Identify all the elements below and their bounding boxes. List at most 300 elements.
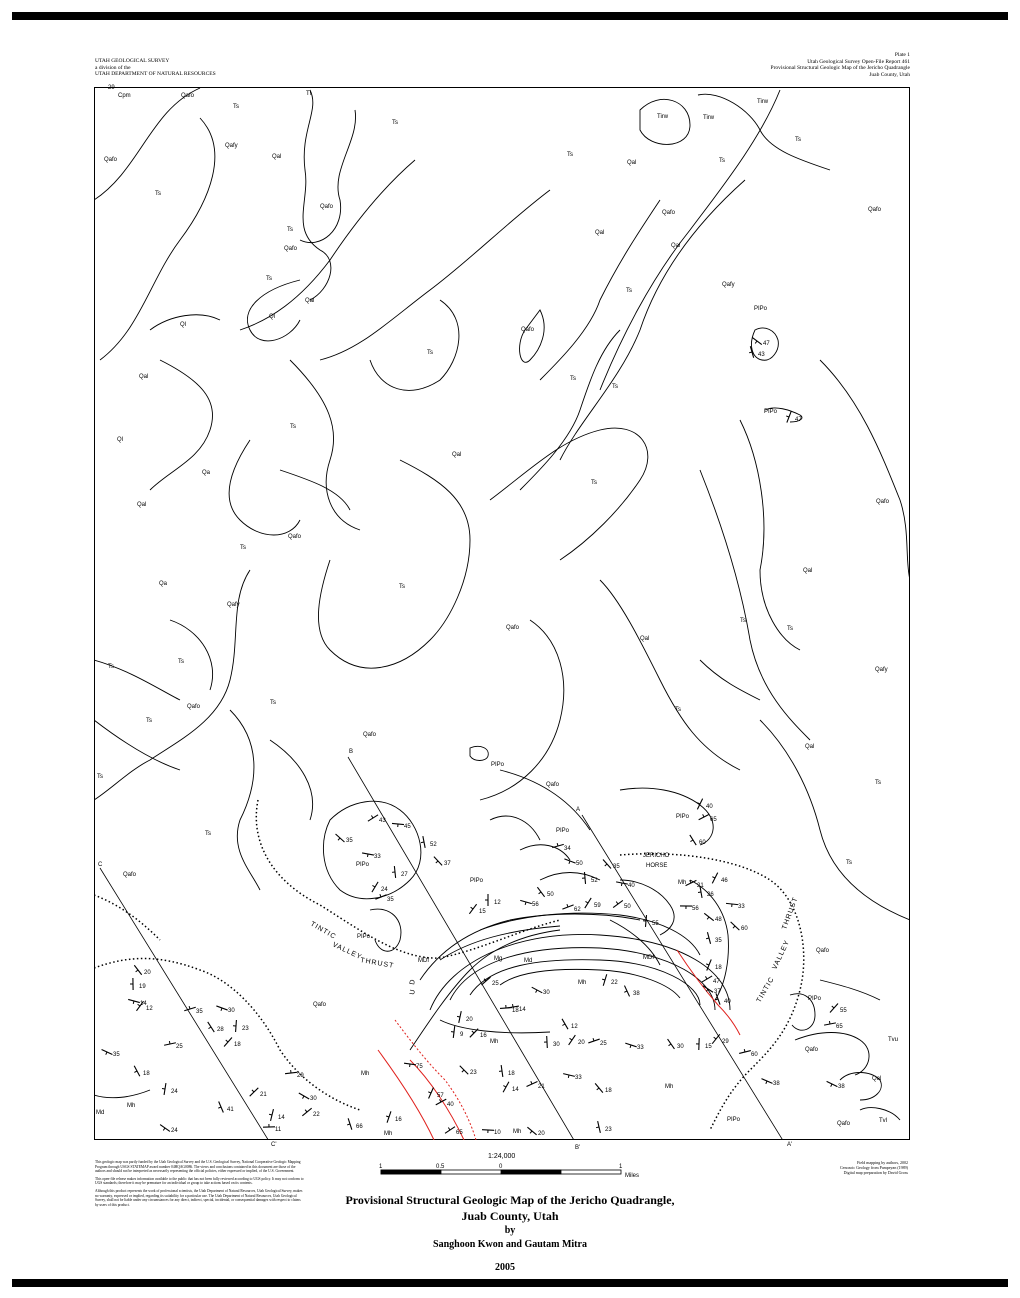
- strike-dip-symbol: [347, 1118, 352, 1129]
- dip-value: 46: [721, 878, 728, 884]
- dip-value: 29: [297, 1073, 304, 1079]
- map-unit-label: Ts: [178, 659, 184, 665]
- strike-dip-symbol: [702, 976, 712, 982]
- map-unit-label: Qafo: [546, 782, 560, 788]
- strike-dip-symbol: [544, 1036, 547, 1048]
- map-unit-label: C': [271, 1142, 277, 1148]
- dip-value: 50: [576, 861, 583, 867]
- dip-value: 20: [578, 1040, 585, 1046]
- map-unit-label: Qal: [803, 568, 813, 574]
- dip-value: 10: [494, 1130, 501, 1136]
- strike-dip-symbol: [302, 1108, 311, 1116]
- strike-dip-symbol: [696, 1038, 699, 1050]
- dip-value: 30: [677, 1044, 684, 1050]
- dip-values: [108, 85, 847, 1137]
- map-unit-label: PIPo: [727, 1117, 741, 1123]
- dome-structure: [410, 845, 730, 1050]
- dip-value: 41: [227, 1107, 234, 1113]
- map-unit-label: Mh: [665, 1084, 674, 1090]
- dip-value: 15: [705, 1044, 712, 1050]
- strike-dip-symbol: [362, 853, 374, 857]
- map-unit-label: PIPo: [491, 762, 505, 768]
- map-unit-label: Mg: [494, 956, 503, 962]
- strike-dip-symbol: [451, 1026, 455, 1038]
- map-unit-label: Mh: [127, 1103, 136, 1109]
- dip-value: 14: [140, 1001, 147, 1007]
- map-unit-label: Ts: [427, 350, 433, 356]
- map-unit-label: Qal: [137, 502, 147, 508]
- map-unit-label: Ts: [240, 545, 246, 551]
- dip-value: 57: [437, 1093, 444, 1099]
- strike-dip-symbol: [375, 894, 386, 899]
- strike-dip-symbol: [285, 1070, 297, 1074]
- strike-dip-symbol: [336, 834, 345, 842]
- map-unit-label: Ts: [287, 227, 293, 233]
- scale-tick: 1: [379, 1164, 383, 1170]
- dip-value: 23: [242, 1026, 249, 1032]
- map-unit-label: Qafo: [104, 157, 118, 163]
- map-unit-label: Qafo: [506, 625, 520, 631]
- map-unit-label: Qafo: [521, 327, 535, 333]
- dip-value: 15: [479, 909, 486, 915]
- strike-dip-symbol: [96, 85, 108, 88]
- map-unit-labels: [96, 91, 898, 1151]
- strike-dip-symbol: [233, 1020, 236, 1032]
- scale-bar: [381, 1170, 621, 1174]
- map-unit-label: Ts: [787, 626, 793, 632]
- header-right-line: Provisional Structural Geologic Map of the Jericho Quadrangle: [770, 65, 910, 71]
- map-unit-label: Mh: [513, 1129, 522, 1135]
- map-unit-label: Qafo: [816, 948, 830, 954]
- dip-value: 48: [715, 917, 722, 923]
- map-unit-label: Ts: [740, 618, 746, 624]
- dip-value: 14: [519, 1007, 526, 1013]
- dip-value: 20: [144, 970, 151, 976]
- map-unit-label: Ts: [108, 664, 114, 670]
- map-unit-label: MDf: [643, 955, 654, 961]
- map-unit-label: Qal: [805, 744, 815, 750]
- credit-line: Digital map preparation by David Gross: [843, 1170, 908, 1175]
- strike-dip-symbol: [625, 1043, 636, 1048]
- dip-value: 34: [564, 846, 571, 852]
- dip-value: 33: [575, 1075, 582, 1081]
- note-paragraph: This geologic map was partly funded by the Utah Geological Survey and the U.S. Geological Survey, National Cooperative Geologic Mapping Program through USGS STATEMAP award number 04HQAG0086. The views and conclusions contained in this document are those of the authors and should not be interpreted as necessarily representing the official policies, either expressed or implied, of the U.S. Government.: [95, 1160, 301, 1174]
- strike-dip-symbol: [499, 1065, 503, 1077]
- dip-value: 23: [605, 1127, 612, 1133]
- dip-value: 29: [722, 1039, 729, 1045]
- dip-value: 24: [171, 1128, 178, 1134]
- structure-label: THRUST: [359, 957, 395, 970]
- map-unit-label: Qafo: [837, 1121, 851, 1127]
- map-unit-label: HORSE: [646, 863, 668, 869]
- strike-dip-symbol: [503, 1082, 509, 1092]
- dip-value: 19: [139, 984, 146, 990]
- map-unit-label: Qal: [872, 1076, 882, 1082]
- map-unit-label: Qal: [595, 230, 605, 236]
- strike-dip-symbol: [460, 1066, 468, 1074]
- strike-dip-symbol: [372, 882, 378, 892]
- header-left-line: UTAH DEPARTMENT OF NATURAL RESOURCES: [95, 71, 216, 77]
- map-unit-label: Qa: [202, 470, 211, 476]
- structure-label: U: [409, 988, 418, 996]
- strike-dip-symbol: [216, 1006, 227, 1011]
- strike-dip-symbol: [102, 1049, 113, 1054]
- map-unit-label: B': [575, 1145, 581, 1151]
- dip-value: 37: [444, 861, 451, 867]
- strike-dip-symbol: [421, 836, 425, 848]
- scale-ratio: 1:24,000: [488, 1153, 516, 1160]
- strike-dip-symbol: [739, 1049, 751, 1053]
- strike-dip-symbol: [482, 1130, 494, 1133]
- map-unit-label: Cpm: [118, 93, 131, 99]
- strike-dip-symbol: [712, 873, 717, 884]
- map-unit-label: Qafo: [187, 704, 201, 710]
- dip-value: 55: [840, 1008, 847, 1014]
- strike-dip-symbol: [761, 1079, 772, 1084]
- map-unit-label: Ts: [266, 276, 272, 282]
- scale-tick: 0.5: [436, 1164, 445, 1170]
- map-unit-label: MDf: [418, 958, 429, 964]
- dip-value: 66: [356, 1124, 363, 1130]
- dip-value: 43: [379, 818, 386, 824]
- dip-value: 28: [217, 1027, 224, 1033]
- strike-dip-symbol: [428, 1088, 433, 1099]
- dip-value: 38: [633, 991, 640, 997]
- map-unit-label: Qafo: [662, 210, 676, 216]
- dip-value: 30: [310, 1096, 317, 1102]
- header-left-line: UTAH GEOLOGICAL SURVEY: [95, 58, 170, 64]
- map-unit-label: A: [576, 807, 581, 813]
- dip-value: 56: [692, 906, 699, 912]
- dip-value: 21: [697, 883, 704, 889]
- map-unit-label: PIPo: [357, 934, 371, 940]
- dip-value: 30: [228, 1008, 235, 1014]
- dip-value: 37: [714, 989, 721, 995]
- dip-value: 35: [113, 1052, 120, 1058]
- strike-dip-symbol: [569, 1035, 576, 1045]
- strike-dip-symbol: [603, 860, 611, 869]
- strike-dip-symbol: [602, 974, 607, 985]
- dip-value: 18: [143, 1071, 150, 1077]
- map-unit-label: Tirw: [757, 99, 769, 105]
- dip-value: 60: [741, 926, 748, 932]
- map-unit-label: Ts: [846, 860, 852, 866]
- map-unit-label: Qal: [139, 374, 149, 380]
- map-unit-label: Qal: [627, 160, 637, 166]
- strike-dip-symbol: [527, 1127, 536, 1135]
- strike-dip-symbol: [520, 900, 532, 905]
- map-unit-label: Ts: [567, 152, 573, 158]
- header-right-line: Juab County, Utah: [869, 71, 910, 78]
- dip-value: 75: [416, 1064, 423, 1070]
- strike-dip-symbol: [786, 411, 791, 422]
- strike-dip-symbol: [680, 906, 692, 909]
- dip-value: 62: [574, 907, 581, 913]
- strike-dip-symbol: [368, 815, 378, 821]
- map-unit-label: Qafo: [363, 732, 377, 738]
- map-unit-label: Mh: [490, 1039, 499, 1045]
- map-unit-label: Qal: [272, 154, 282, 160]
- map-unit-label: Ts: [570, 376, 576, 382]
- dip-value: 23: [470, 1070, 477, 1076]
- map-title-block: [300, 1192, 720, 1252]
- map-unit-label: Qafy: [875, 667, 888, 673]
- dip-value: 14: [512, 1087, 519, 1093]
- dip-value: 52: [430, 842, 437, 848]
- dip-value: 21: [260, 1092, 267, 1098]
- map-unit-label: Ts: [146, 718, 152, 724]
- strike-dip-symbol: [269, 1109, 273, 1121]
- by-line: by: [504, 1225, 516, 1236]
- strike-dip-symbol: [263, 1124, 275, 1127]
- structure-label: VALLEY: [331, 941, 364, 962]
- map-unit-label: PIPo: [764, 409, 778, 415]
- strike-dip-symbol: [130, 978, 133, 990]
- dip-value: 9: [460, 1032, 464, 1038]
- dip-value: 43: [758, 352, 765, 358]
- map-subtitle: Juab County, Utah: [461, 1209, 559, 1223]
- map-unit-label: Mh: [361, 1071, 370, 1077]
- dip-value: 30: [553, 1042, 560, 1048]
- strike-dip-symbol: [392, 823, 404, 827]
- dip-value: 35: [613, 864, 620, 870]
- map-unit-label: Qafo: [876, 499, 890, 505]
- publication-year: 2005: [495, 1262, 515, 1273]
- map-unit-label: Ql: [180, 322, 186, 328]
- map-unit-label: A': [787, 1142, 793, 1148]
- strike-dip-symbol: [134, 965, 141, 974]
- strike-dip-symbol: [485, 894, 488, 906]
- disclaimer-notes: [95, 1160, 305, 1210]
- map-unit-label: Mh: [578, 980, 587, 986]
- map-unit-label: Ql: [117, 437, 123, 443]
- strike-dip-symbol: [830, 1004, 838, 1013]
- map-unit-label: PIPo: [676, 814, 690, 820]
- map-unit-label: Tirw: [657, 114, 669, 120]
- map-unit-label: PIPo: [356, 862, 370, 868]
- dip-value: 18: [234, 1042, 241, 1048]
- structure-label: THRUST: [781, 895, 800, 931]
- strike-dip-symbol: [588, 1038, 599, 1043]
- dip-value: 50: [624, 904, 631, 910]
- map-unit-label: Tvl: [879, 1118, 887, 1124]
- map-unit-label: Ts: [612, 384, 618, 390]
- dip-value: 45: [404, 824, 411, 830]
- strike-dip-symbol: [386, 1111, 391, 1122]
- dip-value: 12: [494, 900, 501, 906]
- strike-dip-symbol: [162, 1083, 166, 1095]
- dip-value: 65: [456, 1130, 463, 1136]
- dip-value: 18: [508, 1071, 515, 1077]
- map-unit-label: B: [349, 749, 354, 755]
- dip-value: 33: [738, 904, 745, 910]
- map-unit-label: JERICHO: [643, 853, 670, 859]
- dip-value: 38: [838, 1084, 845, 1090]
- dip-value: 38: [773, 1081, 780, 1087]
- thrust-faults: [94, 800, 804, 1130]
- dip-value: 40: [447, 1102, 454, 1108]
- map-unit-label: Qal: [305, 298, 315, 304]
- dip-value: 40: [628, 883, 635, 889]
- strike-dip-symbol: [624, 986, 629, 997]
- credit-line: Cenozoic Geology from Pampeyan (1989): [840, 1165, 908, 1170]
- dip-value: 56: [532, 902, 539, 908]
- dip-value: 16: [395, 1117, 402, 1123]
- strike-dip-symbol: [712, 1034, 720, 1043]
- map-unit-label: Qafo: [320, 204, 334, 210]
- dip-value: 25: [600, 1041, 607, 1047]
- dip-value: 22: [611, 980, 618, 986]
- strike-dip-symbol: [164, 1041, 176, 1045]
- structure-label: D: [409, 978, 418, 986]
- strike-dip-symbol: [469, 904, 476, 914]
- strike-dip-symbol: [500, 1005, 512, 1008]
- dip-value: 26: [707, 892, 714, 898]
- map-unit-label: Qafo: [313, 1002, 327, 1008]
- map-unit-label: Ts: [675, 707, 681, 713]
- map-unit-label: Ts: [875, 780, 881, 786]
- strike-dip-symbol: [392, 866, 396, 878]
- dip-value: 60: [699, 840, 706, 846]
- strike-dip-symbol: [668, 1039, 675, 1049]
- dip-value: 33: [637, 1045, 644, 1051]
- dip-value: 12: [146, 1006, 153, 1012]
- dip-value: 40: [724, 999, 731, 1005]
- dip-value: 18: [605, 1088, 612, 1094]
- dip-value: 33: [374, 854, 381, 860]
- strike-dip-symbol: [585, 898, 591, 908]
- strike-dip-symbol: [445, 1127, 455, 1134]
- strike-dip-symbol: [562, 1019, 568, 1029]
- strike-dip-symbol: [726, 903, 738, 907]
- scale-tick: 0: [499, 1164, 503, 1170]
- strike-dip-symbol: [731, 922, 740, 930]
- credit-line: Field mapping by authors, 2002: [857, 1160, 908, 1165]
- map-unit-label: Qafo: [284, 246, 298, 252]
- map-unit-label: Ql: [269, 314, 275, 320]
- map-unit-label: PIPo: [808, 996, 822, 1002]
- strike-dip-symbol: [532, 987, 543, 993]
- map-unit-label: Qa: [159, 581, 168, 587]
- map-unit-label: Qafo: [805, 1047, 819, 1053]
- map-unit-label: Ts: [290, 424, 296, 430]
- strike-dip-symbol: [824, 1021, 836, 1025]
- dip-value: 40: [706, 804, 713, 810]
- strike-dip-symbol: [596, 1121, 600, 1133]
- authors: Sanghoon Kwon and Gautam Mitra: [433, 1239, 587, 1250]
- dip-value: 59: [594, 903, 601, 909]
- map-unit-label: PIPo: [754, 306, 768, 312]
- dip-value: 18: [512, 1008, 519, 1014]
- map-unit-label: Qafy: [722, 282, 735, 288]
- dip-value: 35: [346, 838, 353, 844]
- strike-dip-symbol: [218, 1101, 223, 1112]
- map-unit-label: Mh: [384, 1131, 393, 1137]
- structure-label: TINTIC: [309, 920, 338, 942]
- header-left-line: a division of the: [95, 64, 131, 71]
- strike-dip-symbol: [299, 1093, 309, 1099]
- strike-dip-symbol: [134, 1066, 140, 1077]
- strike-dip-symbol: [250, 1088, 259, 1096]
- dip-value: 11: [275, 1127, 282, 1133]
- strike-dip-symbol: [706, 932, 710, 944]
- strike-dip-symbol: [563, 1074, 575, 1078]
- dip-value: 14: [278, 1115, 285, 1121]
- dip-value: 29: [108, 85, 115, 91]
- dip-value: 16: [480, 1033, 487, 1039]
- credits: [840, 1160, 908, 1175]
- strike-dip-symbol: [562, 904, 573, 909]
- dip-value: 55: [652, 921, 659, 927]
- dip-value: 21: [538, 1084, 545, 1090]
- map-unit-label: Ts: [719, 158, 725, 164]
- map-unit-label: Tl: [306, 91, 311, 97]
- strike-dip-symbol: [160, 1125, 170, 1132]
- strike-dip-symbol: [552, 843, 564, 848]
- strike-dip-symbol: [752, 337, 762, 344]
- dip-value: 65: [836, 1024, 843, 1030]
- structure-label: VALLEY: [771, 938, 792, 971]
- contact-lines: [94, 88, 910, 1120]
- dip-value: 12: [571, 1024, 578, 1030]
- map-title: Provisional Structural Geologic Map of the Jericho Quadrangle,: [345, 1193, 675, 1207]
- dip-value: 35: [196, 1009, 203, 1015]
- map-unit-label: Mh: [678, 880, 687, 886]
- map-unit-label: Ts: [270, 700, 276, 706]
- strike-dip-symbol: [616, 882, 628, 886]
- strike-dip-symbol: [537, 887, 544, 897]
- dip-value: 47: [795, 417, 802, 423]
- strike-dip-symbol: [457, 1011, 461, 1023]
- map-unit-label: Ts: [205, 831, 211, 837]
- map-unit-label: PIPo: [470, 878, 484, 884]
- map-unit-label: Qafy: [225, 143, 238, 149]
- header-right-line: Plate 1: [894, 52, 910, 58]
- strike-dip-symbol: [224, 1037, 232, 1046]
- structure-label: TINTIC: [755, 975, 777, 1004]
- strike-dip-symbols: [96, 85, 838, 1135]
- strike-dip-symbol: [128, 999, 140, 1003]
- dip-value: 50: [547, 892, 554, 898]
- dip-value: 25: [492, 981, 499, 987]
- strike-dip-symbol: [527, 1081, 538, 1086]
- dip-value: 35: [387, 897, 394, 903]
- map-unit-label: Ts: [591, 480, 597, 486]
- strike-dip-symbol: [595, 1083, 603, 1092]
- map-unit-label: Ts: [626, 288, 632, 294]
- map-unit-label: Tvu: [888, 1037, 899, 1043]
- dip-value: 20: [466, 1017, 473, 1023]
- dip-value: 25: [176, 1044, 183, 1050]
- dip-value: 47: [763, 341, 770, 347]
- map-unit-label: Ts: [97, 774, 103, 780]
- dip-value: 27: [401, 872, 408, 878]
- map-unit-label: Ts: [399, 584, 405, 590]
- map-unit-label: Qal: [640, 636, 650, 642]
- note-paragraph: Although this product represents the work of professional scientists, the Utah Department of Natural Resources, Utah Geological Survey, makes no warranty, expressed or implied, regarding its suitability for a particular use. The Utah Department of Natural Resources, Utah Geological Survey, shall not be liable under any circumstances for any direct, indirect, special, incidental, or consequential damages with respect to claims by users of this product.: [95, 1188, 303, 1207]
- dip-value: 30: [543, 990, 550, 996]
- map-unit-label: Ts: [233, 104, 239, 110]
- strike-dip-symbol: [690, 835, 696, 845]
- map-unit-label: Tirw: [703, 115, 715, 121]
- dip-value: 22: [313, 1112, 320, 1118]
- dip-value: 20: [538, 1131, 545, 1137]
- map-unit-label: Qafo: [288, 534, 302, 540]
- map-unit-label: Ts: [392, 120, 398, 126]
- dip-value: 24: [171, 1089, 178, 1095]
- map-unit-label: Ts: [795, 137, 801, 143]
- strike-dip-symbol: [434, 857, 442, 866]
